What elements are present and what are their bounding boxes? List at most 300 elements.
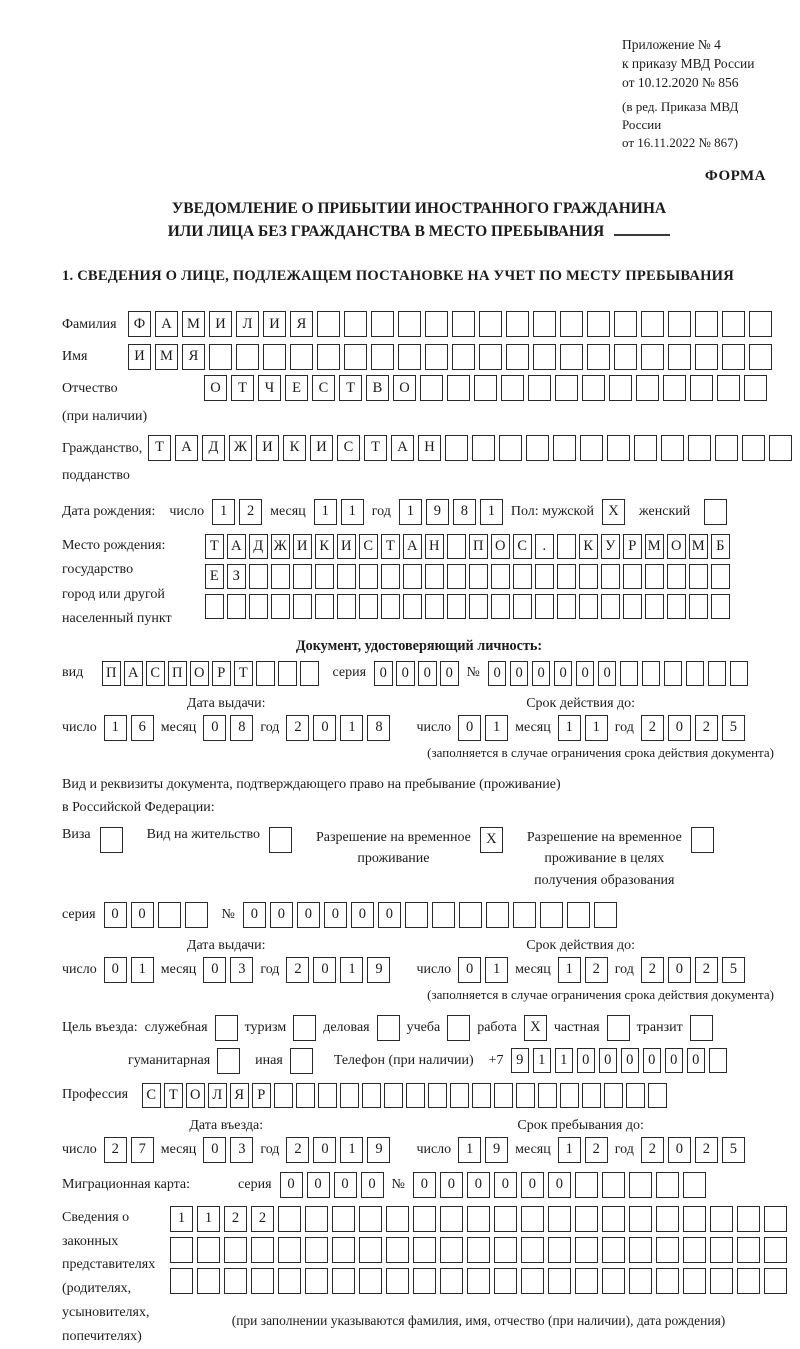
char-cell[interactable]	[626, 1083, 645, 1108]
char-cell[interactable]: 0	[687, 1048, 706, 1073]
char-cell[interactable]	[629, 1237, 652, 1263]
char-cell[interactable]	[296, 1083, 315, 1108]
char-cell[interactable]: 1	[212, 499, 235, 525]
char-cell[interactable]: 5	[722, 957, 745, 983]
char-cell[interactable]: 0	[668, 715, 691, 741]
char-cell[interactable]	[663, 375, 686, 401]
char-cell[interactable]: Т	[381, 534, 400, 559]
purpose-business-checkbox[interactable]	[377, 1015, 400, 1041]
char-cell[interactable]	[557, 594, 576, 619]
char-cell[interactable]: 0	[324, 902, 347, 928]
char-cell[interactable]	[516, 1083, 535, 1108]
char-cell[interactable]	[278, 1237, 301, 1263]
char-cell[interactable]: З	[227, 564, 246, 589]
char-cell[interactable]: Б	[711, 534, 730, 559]
char-cell[interactable]: Т	[205, 534, 224, 559]
char-cell[interactable]: 2	[286, 1137, 309, 1163]
char-cell[interactable]	[371, 311, 394, 337]
char-cell[interactable]	[425, 311, 448, 337]
char-cell[interactable]: Д	[249, 534, 268, 559]
char-cell[interactable]: К	[315, 534, 334, 559]
char-cell[interactable]	[521, 1237, 544, 1263]
char-cell[interactable]	[749, 311, 772, 337]
char-cell[interactable]: 3	[230, 957, 253, 983]
char-cell[interactable]	[452, 344, 475, 370]
char-cell[interactable]: 0	[313, 715, 336, 741]
char-cell[interactable]: 7	[131, 1137, 154, 1163]
char-cell[interactable]	[506, 311, 529, 337]
char-cell[interactable]	[648, 1083, 667, 1108]
char-cell[interactable]	[381, 564, 400, 589]
char-cell[interactable]	[567, 902, 590, 928]
char-cell[interactable]: 1	[458, 1137, 481, 1163]
char-cell[interactable]: Т	[148, 435, 171, 461]
char-cell[interactable]	[506, 344, 529, 370]
purpose-humanitarian-checkbox[interactable]	[217, 1048, 240, 1074]
char-cell[interactable]	[688, 435, 711, 461]
char-cell[interactable]: 8	[453, 499, 476, 525]
char-cell[interactable]: С	[142, 1083, 161, 1108]
char-cell[interactable]	[479, 311, 502, 337]
char-cell[interactable]	[491, 594, 510, 619]
char-cell[interactable]	[317, 344, 340, 370]
char-cell[interactable]	[548, 1206, 571, 1232]
char-cell[interactable]	[533, 311, 556, 337]
char-cell[interactable]: 0	[521, 1172, 544, 1198]
char-cell[interactable]: О	[190, 661, 209, 686]
char-cell[interactable]: 0	[488, 661, 507, 686]
purpose-study-checkbox[interactable]	[447, 1015, 470, 1041]
char-cell[interactable]: 0	[576, 661, 595, 686]
char-cell[interactable]	[491, 564, 510, 589]
char-cell[interactable]	[472, 1083, 491, 1108]
char-cell[interactable]: Т	[364, 435, 387, 461]
char-cell[interactable]	[249, 594, 268, 619]
char-cell[interactable]: 1	[485, 715, 508, 741]
char-cell[interactable]: 2	[286, 957, 309, 983]
char-cell[interactable]	[602, 1172, 625, 1198]
char-cell[interactable]	[711, 564, 730, 589]
char-cell[interactable]: 1	[558, 1137, 581, 1163]
char-cell[interactable]: .	[535, 534, 554, 559]
char-cell[interactable]: 2	[239, 499, 262, 525]
char-cell[interactable]: И	[293, 534, 312, 559]
char-cell[interactable]	[695, 311, 718, 337]
char-cell[interactable]	[494, 1206, 517, 1232]
char-cell[interactable]: 2	[224, 1206, 247, 1232]
char-cell[interactable]	[158, 902, 181, 928]
char-cell[interactable]	[224, 1268, 247, 1294]
char-cell[interactable]: 1	[131, 957, 154, 983]
char-cell[interactable]: П	[102, 661, 121, 686]
char-cell[interactable]	[535, 564, 554, 589]
char-cell[interactable]: 1	[533, 1048, 552, 1073]
char-cell[interactable]: Я	[182, 344, 205, 370]
char-cell[interactable]: С	[513, 534, 532, 559]
char-cell[interactable]: 0	[621, 1048, 640, 1073]
char-cell[interactable]	[494, 1268, 517, 1294]
char-cell[interactable]: 2	[695, 715, 718, 741]
char-cell[interactable]	[579, 594, 598, 619]
residence-permit-checkbox[interactable]	[269, 827, 292, 853]
char-cell[interactable]	[290, 344, 313, 370]
char-cell[interactable]: А	[124, 661, 143, 686]
char-cell[interactable]: А	[227, 534, 246, 559]
char-cell[interactable]: Н	[418, 435, 441, 461]
char-cell[interactable]	[602, 1268, 625, 1294]
char-cell[interactable]	[406, 1083, 425, 1108]
char-cell[interactable]	[432, 902, 455, 928]
char-cell[interactable]	[538, 1083, 557, 1108]
char-cell[interactable]	[689, 564, 708, 589]
purpose-private-checkbox[interactable]	[607, 1015, 630, 1041]
char-cell[interactable]: 0	[599, 1048, 618, 1073]
char-cell[interactable]: Ж	[229, 435, 252, 461]
char-cell[interactable]	[384, 1083, 403, 1108]
char-cell[interactable]: Т	[234, 661, 253, 686]
char-cell[interactable]: О	[491, 534, 510, 559]
char-cell[interactable]	[709, 1048, 728, 1073]
char-cell[interactable]: М	[182, 311, 205, 337]
char-cell[interactable]: О	[204, 375, 227, 401]
char-cell[interactable]	[769, 435, 792, 461]
char-cell[interactable]	[256, 661, 275, 686]
char-cell[interactable]: 0	[203, 957, 226, 983]
char-cell[interactable]	[587, 311, 610, 337]
char-cell[interactable]	[710, 1237, 733, 1263]
char-cell[interactable]	[689, 594, 708, 619]
char-cell[interactable]	[555, 375, 578, 401]
char-cell[interactable]: 5	[722, 1137, 745, 1163]
char-cell[interactable]	[344, 344, 367, 370]
char-cell[interactable]: Т	[231, 375, 254, 401]
char-cell[interactable]	[293, 564, 312, 589]
char-cell[interactable]	[403, 564, 422, 589]
char-cell[interactable]	[305, 1206, 328, 1232]
char-cell[interactable]	[499, 435, 522, 461]
char-cell[interactable]: Ф	[128, 311, 151, 337]
char-cell[interactable]	[447, 594, 466, 619]
char-cell[interactable]	[405, 902, 428, 928]
char-cell[interactable]	[764, 1268, 787, 1294]
char-cell[interactable]: 8	[367, 715, 390, 741]
char-cell[interactable]	[742, 435, 765, 461]
char-cell[interactable]	[686, 661, 705, 686]
char-cell[interactable]	[575, 1237, 598, 1263]
char-cell[interactable]	[398, 311, 421, 337]
char-cell[interactable]	[274, 1083, 293, 1108]
char-cell[interactable]	[344, 311, 367, 337]
purpose-work-checkbox[interactable]: X	[524, 1015, 547, 1041]
char-cell[interactable]: 1	[585, 715, 608, 741]
char-cell[interactable]	[737, 1268, 760, 1294]
char-cell[interactable]	[642, 661, 661, 686]
char-cell[interactable]: И	[337, 534, 356, 559]
char-cell[interactable]	[535, 594, 554, 619]
char-cell[interactable]	[533, 344, 556, 370]
char-cell[interactable]	[467, 1268, 490, 1294]
char-cell[interactable]	[587, 344, 610, 370]
char-cell[interactable]	[737, 1206, 760, 1232]
purpose-other-checkbox[interactable]	[290, 1048, 313, 1074]
char-cell[interactable]	[209, 344, 232, 370]
char-cell[interactable]	[359, 1268, 382, 1294]
char-cell[interactable]	[494, 1083, 513, 1108]
char-cell[interactable]	[711, 594, 730, 619]
char-cell[interactable]	[386, 1237, 409, 1263]
char-cell[interactable]	[582, 1083, 601, 1108]
char-cell[interactable]	[337, 594, 356, 619]
char-cell[interactable]: 0	[396, 661, 415, 686]
char-cell[interactable]: 0	[203, 715, 226, 741]
char-cell[interactable]	[403, 594, 422, 619]
char-cell[interactable]: П	[168, 661, 187, 686]
char-cell[interactable]: 0	[131, 902, 154, 928]
char-cell[interactable]	[557, 534, 576, 559]
char-cell[interactable]	[224, 1237, 247, 1263]
char-cell[interactable]	[318, 1083, 337, 1108]
char-cell[interactable]	[528, 375, 551, 401]
char-cell[interactable]	[683, 1237, 706, 1263]
char-cell[interactable]: Я	[230, 1083, 249, 1108]
char-cell[interactable]	[293, 594, 312, 619]
char-cell[interactable]	[607, 435, 630, 461]
char-cell[interactable]: Я	[290, 311, 313, 337]
char-cell[interactable]	[683, 1268, 706, 1294]
char-cell[interactable]: Л	[208, 1083, 227, 1108]
char-cell[interactable]	[579, 564, 598, 589]
char-cell[interactable]: Ж	[271, 534, 290, 559]
char-cell[interactable]: М	[155, 344, 178, 370]
char-cell[interactable]	[413, 1237, 436, 1263]
char-cell[interactable]	[447, 375, 470, 401]
char-cell[interactable]: В	[366, 375, 389, 401]
char-cell[interactable]: 1	[399, 499, 422, 525]
char-cell[interactable]	[278, 661, 297, 686]
char-cell[interactable]	[553, 435, 576, 461]
char-cell[interactable]: Л	[236, 311, 259, 337]
char-cell[interactable]	[730, 661, 749, 686]
char-cell[interactable]	[386, 1268, 409, 1294]
char-cell[interactable]	[236, 344, 259, 370]
char-cell[interactable]	[197, 1268, 220, 1294]
char-cell[interactable]	[249, 564, 268, 589]
char-cell[interactable]	[227, 594, 246, 619]
char-cell[interactable]: К	[283, 435, 306, 461]
visa-checkbox[interactable]	[100, 827, 123, 853]
edu-permit-checkbox[interactable]	[691, 827, 714, 853]
char-cell[interactable]	[278, 1268, 301, 1294]
char-cell[interactable]: 0	[554, 661, 573, 686]
char-cell[interactable]	[315, 564, 334, 589]
char-cell[interactable]: 1	[558, 715, 581, 741]
char-cell[interactable]	[251, 1237, 274, 1263]
char-cell[interactable]	[513, 902, 536, 928]
char-cell[interactable]	[602, 1237, 625, 1263]
char-cell[interactable]	[425, 344, 448, 370]
char-cell[interactable]	[251, 1268, 274, 1294]
char-cell[interactable]: 0	[643, 1048, 662, 1073]
char-cell[interactable]	[629, 1172, 652, 1198]
char-cell[interactable]	[623, 564, 642, 589]
char-cell[interactable]	[170, 1268, 193, 1294]
char-cell[interactable]: 5	[722, 715, 745, 741]
char-cell[interactable]: 2	[251, 1206, 274, 1232]
char-cell[interactable]	[749, 344, 772, 370]
char-cell[interactable]	[614, 311, 637, 337]
char-cell[interactable]	[425, 564, 444, 589]
char-cell[interactable]	[386, 1206, 409, 1232]
char-cell[interactable]: Р	[212, 661, 231, 686]
char-cell[interactable]	[469, 564, 488, 589]
char-cell[interactable]: Н	[425, 534, 444, 559]
char-cell[interactable]	[452, 311, 475, 337]
char-cell[interactable]	[629, 1206, 652, 1232]
char-cell[interactable]	[263, 344, 286, 370]
char-cell[interactable]: 1	[480, 499, 503, 525]
char-cell[interactable]	[722, 311, 745, 337]
char-cell[interactable]: 0	[104, 902, 127, 928]
char-cell[interactable]: А	[403, 534, 422, 559]
char-cell[interactable]: О	[393, 375, 416, 401]
char-cell[interactable]	[469, 594, 488, 619]
char-cell[interactable]	[667, 564, 686, 589]
char-cell[interactable]: 2	[286, 715, 309, 741]
char-cell[interactable]	[494, 1237, 517, 1263]
char-cell[interactable]: 0	[577, 1048, 596, 1073]
char-cell[interactable]	[548, 1237, 571, 1263]
char-cell[interactable]	[305, 1237, 328, 1263]
char-cell[interactable]	[717, 375, 740, 401]
char-cell[interactable]: 1	[341, 499, 364, 525]
char-cell[interactable]	[359, 1206, 382, 1232]
char-cell[interactable]	[332, 1237, 355, 1263]
char-cell[interactable]: 0	[458, 715, 481, 741]
char-cell[interactable]: 8	[230, 715, 253, 741]
char-cell[interactable]: 0	[307, 1172, 330, 1198]
char-cell[interactable]: 0	[313, 1137, 336, 1163]
char-cell[interactable]: 0	[668, 1137, 691, 1163]
char-cell[interactable]	[359, 564, 378, 589]
char-cell[interactable]: 2	[104, 1137, 127, 1163]
char-cell[interactable]: 0	[374, 661, 393, 686]
char-cell[interactable]: 0	[458, 957, 481, 983]
char-cell[interactable]: 0	[510, 661, 529, 686]
char-cell[interactable]: 2	[585, 957, 608, 983]
char-cell[interactable]: 0	[361, 1172, 384, 1198]
char-cell[interactable]: О	[186, 1083, 205, 1108]
char-cell[interactable]: 0	[243, 902, 266, 928]
char-cell[interactable]	[501, 375, 524, 401]
char-cell[interactable]: Р	[623, 534, 642, 559]
char-cell[interactable]: 0	[440, 1172, 463, 1198]
char-cell[interactable]	[440, 1268, 463, 1294]
char-cell[interactable]: 0	[665, 1048, 684, 1073]
char-cell[interactable]	[205, 594, 224, 619]
char-cell[interactable]	[467, 1237, 490, 1263]
char-cell[interactable]: 0	[378, 902, 401, 928]
char-cell[interactable]	[340, 1083, 359, 1108]
char-cell[interactable]: 1	[314, 499, 337, 525]
char-cell[interactable]: И	[128, 344, 151, 370]
char-cell[interactable]	[362, 1083, 381, 1108]
char-cell[interactable]	[668, 344, 691, 370]
char-cell[interactable]: 0	[104, 957, 127, 983]
char-cell[interactable]: 1	[340, 715, 363, 741]
char-cell[interactable]: 1	[558, 957, 581, 983]
char-cell[interactable]: 0	[418, 661, 437, 686]
char-cell[interactable]	[764, 1237, 787, 1263]
char-cell[interactable]	[420, 375, 443, 401]
char-cell[interactable]	[359, 594, 378, 619]
char-cell[interactable]	[664, 661, 683, 686]
char-cell[interactable]	[440, 1206, 463, 1232]
char-cell[interactable]	[656, 1237, 679, 1263]
char-cell[interactable]	[371, 344, 394, 370]
char-cell[interactable]	[447, 534, 466, 559]
char-cell[interactable]	[656, 1172, 679, 1198]
char-cell[interactable]	[683, 1206, 706, 1232]
char-cell[interactable]	[690, 375, 713, 401]
char-cell[interactable]	[668, 311, 691, 337]
temp-permit-checkbox[interactable]: X	[480, 827, 503, 853]
char-cell[interactable]	[557, 564, 576, 589]
char-cell[interactable]	[413, 1206, 436, 1232]
char-cell[interactable]	[317, 311, 340, 337]
char-cell[interactable]	[359, 1237, 382, 1263]
char-cell[interactable]: С	[312, 375, 335, 401]
char-cell[interactable]	[641, 311, 664, 337]
char-cell[interactable]	[197, 1237, 220, 1263]
purpose-official-checkbox[interactable]	[215, 1015, 238, 1041]
char-cell[interactable]: 0	[467, 1172, 490, 1198]
char-cell[interactable]	[629, 1268, 652, 1294]
char-cell[interactable]	[300, 661, 319, 686]
char-cell[interactable]	[575, 1268, 598, 1294]
char-cell[interactable]	[710, 1268, 733, 1294]
char-cell[interactable]	[185, 902, 208, 928]
char-cell[interactable]	[695, 344, 718, 370]
char-cell[interactable]: 1	[485, 957, 508, 983]
char-cell[interactable]: 0	[548, 1172, 571, 1198]
sex-male-checkbox[interactable]: X	[602, 499, 625, 525]
char-cell[interactable]: 9	[367, 1137, 390, 1163]
char-cell[interactable]	[479, 344, 502, 370]
purpose-tourism-checkbox[interactable]	[293, 1015, 316, 1041]
char-cell[interactable]	[459, 902, 482, 928]
char-cell[interactable]	[425, 594, 444, 619]
char-cell[interactable]	[744, 375, 767, 401]
char-cell[interactable]	[170, 1237, 193, 1263]
char-cell[interactable]: 2	[585, 1137, 608, 1163]
char-cell[interactable]	[486, 902, 509, 928]
char-cell[interactable]: 2	[695, 1137, 718, 1163]
char-cell[interactable]: 9	[511, 1048, 530, 1073]
char-cell[interactable]	[315, 594, 334, 619]
char-cell[interactable]: 1	[197, 1206, 220, 1232]
char-cell[interactable]: Т	[339, 375, 362, 401]
char-cell[interactable]	[656, 1268, 679, 1294]
char-cell[interactable]: 0	[351, 902, 374, 928]
char-cell[interactable]: С	[337, 435, 360, 461]
char-cell[interactable]: К	[579, 534, 598, 559]
char-cell[interactable]	[332, 1268, 355, 1294]
char-cell[interactable]	[278, 1206, 301, 1232]
char-cell[interactable]: Т	[164, 1083, 183, 1108]
char-cell[interactable]	[594, 902, 617, 928]
char-cell[interactable]: А	[391, 435, 414, 461]
char-cell[interactable]: И	[209, 311, 232, 337]
